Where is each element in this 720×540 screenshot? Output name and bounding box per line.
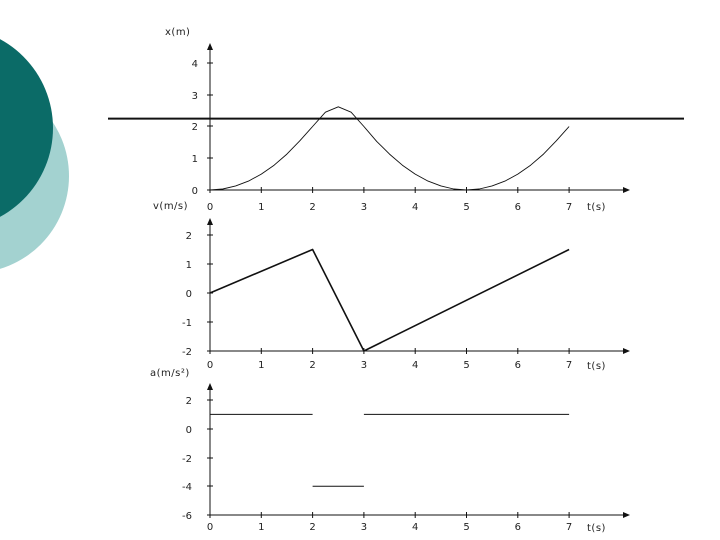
x-tick-label: 5	[463, 522, 470, 533]
x-tick-label: 5	[463, 360, 470, 371]
x-tick-label: 3	[360, 522, 368, 533]
x-tick-label: 1	[258, 522, 265, 533]
x-axis-label: t(s)	[587, 361, 606, 372]
y-tick-label: 3	[191, 91, 198, 102]
x-tick-label: 6	[514, 360, 521, 371]
y-tick-label: -1	[182, 318, 192, 329]
series-line	[210, 250, 569, 352]
y-tick-label: 0	[185, 425, 192, 436]
x-tick-label: 1	[258, 360, 265, 371]
x-tick-label: 7	[565, 522, 573, 533]
y-tick-label: 2	[185, 396, 192, 407]
x-tick-label: 7	[565, 202, 573, 213]
x-tick-label: 3	[360, 360, 368, 371]
y-tick-label: -2	[182, 454, 192, 465]
x-axis-label: t(s)	[587, 523, 606, 534]
acceleration-chart	[150, 368, 630, 534]
x-tick-label: 4	[412, 202, 419, 213]
y-tick-label: 1	[191, 154, 198, 165]
x-tick-label: 6	[514, 522, 521, 533]
x-tick-label: 2	[309, 360, 316, 371]
x-tick-label: 4	[412, 360, 419, 371]
y-tick-label: 4	[191, 59, 198, 70]
y-axis-arrow	[207, 43, 213, 50]
y-axis-label: a(m/s²)	[150, 368, 190, 379]
y-tick-label: -6	[182, 511, 192, 522]
x-tick-label: 1	[258, 202, 265, 213]
x-axis-arrow	[623, 348, 630, 354]
x-tick-label: 0	[206, 522, 214, 533]
x-tick-label: 4	[412, 522, 419, 533]
y-axis-label: v(m/s)	[153, 201, 189, 212]
x-tick-label: 7	[565, 360, 573, 371]
x-tick-label: 6	[514, 202, 521, 213]
x-tick-label: 5	[463, 202, 470, 213]
x-axis-arrow	[623, 187, 630, 193]
velocity-chart	[153, 201, 630, 372]
position-chart	[108, 27, 684, 213]
y-axis-arrow	[207, 383, 213, 390]
x-axis-arrow	[623, 512, 630, 518]
x-tick-label: 0	[206, 202, 214, 213]
y-tick-label: -2	[182, 347, 192, 358]
y-tick-label: -4	[182, 482, 192, 493]
y-tick-label: 0	[191, 186, 198, 197]
y-tick-label: 2	[191, 122, 198, 133]
y-tick-label: 1	[185, 260, 192, 271]
y-tick-label: 0	[185, 289, 192, 300]
x-tick-label: 0	[206, 360, 214, 371]
x-axis-label: t(s)	[587, 202, 606, 213]
y-tick-label: 2	[185, 231, 192, 242]
x-tick-label: 2	[309, 522, 316, 533]
x-tick-label: 3	[360, 202, 368, 213]
y-axis-label: x(m)	[165, 27, 191, 38]
y-axis-arrow	[207, 218, 213, 225]
x-tick-label: 2	[309, 202, 316, 213]
